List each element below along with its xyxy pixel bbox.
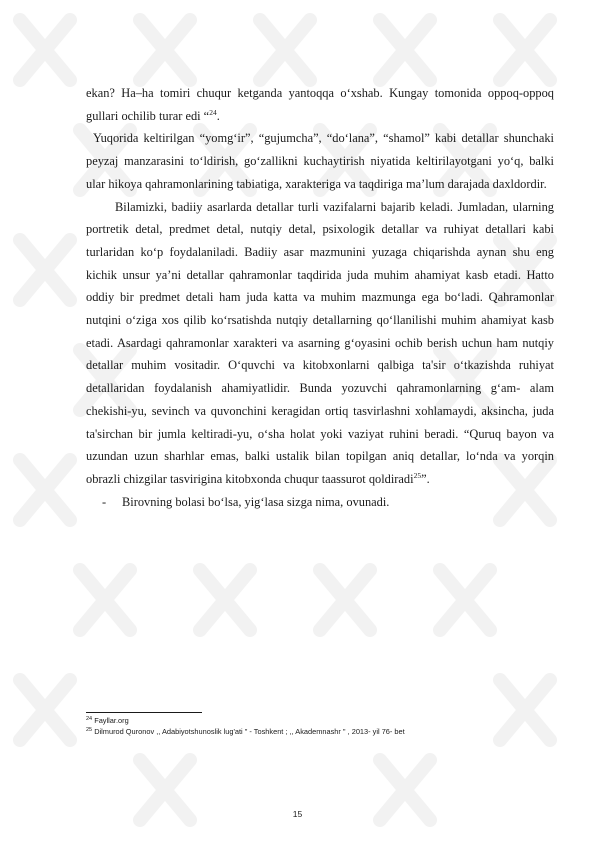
page-number: 15 bbox=[292, 809, 303, 819]
paragraph-1 bbox=[86, 82, 554, 127]
paragraph-3 bbox=[86, 196, 554, 491]
paragraph-3-text: Bilamizki, badiiy asarlarda detallar turli vazifalarni bajarib keladi. Jumladan, ularning portretik detal, predmet detal, nutqiy detal, psixologik detallar va ruhiyat detallari kabi turlaridan ko‘p foydalaniladi. Badiiy asar mazmunini yuzaga chiqarishda aynan shu eng kichik unsur ya’ni detallar qahramonlar taqdirida juda muhim ahamiyat kasb etadi. Hatto oddiy bir predmet detali ham juda katta va muhim mazmunga ega bo‘ladi. Qahramonlar nutqini o‘ziga xos qilib ko‘rsatishda nutqiy detallarning qo‘llanilishi muhim ahamiyat kasb etadi. Asardagi qahramonlar xarakteri va asarning g‘oyasini ochib berish uchun ham nutqiy detallar muhim vositadir. O‘quvchi va kitobxonlarni qalbiga ta'sir o‘tkazishda ruhiyat detallaridan foydalanish ahamiyatlidir. Bunda yozuvchi qahramonlarning g‘am- alam chekishi-yu, sevinch va quvonchini keragidan ortiq tasvirlashni xohlamaydi, aksincha, juda ta'sirchan bir jumla keltiradi-yu, o‘sha holat yoki vaziyat ruhini beradi. “Quruq bayon va uzundan uzun sharhlar emas, balki ustalik bilan topilgan aniq detallar, lo‘nda va yorqin obrazli chizgilar tasvirigina kitobxonda chuqur taassurot qoldiradi bbox=[86, 199, 554, 486]
paragraph-3-tail: ”. bbox=[421, 471, 430, 486]
footnote-separator bbox=[86, 712, 202, 713]
paragraph-1-tail: . bbox=[216, 108, 220, 123]
footnote-24 bbox=[86, 716, 556, 727]
footnote-text: Dilmurod Quronov ,, Adabiyotshunoslik lug'ati " - Toshkent ; ,, Akademnashr " , 2013- yil 76- bet bbox=[94, 726, 405, 736]
footnote-ref-24[interactable]: 24 bbox=[209, 107, 217, 117]
main-text bbox=[86, 82, 554, 513]
footnote-number: 24 bbox=[86, 716, 93, 722]
footnote-ref-25[interactable]: 25 bbox=[413, 470, 422, 480]
footnote-text: Fayllar.org bbox=[94, 716, 129, 725]
list-item-text: Birovning bolasi bo‘lsa, yig‘lasa sizga nima, ovunadi. bbox=[122, 494, 390, 509]
list-item bbox=[86, 491, 554, 514]
footnotes bbox=[86, 716, 556, 737]
list-dash: - bbox=[102, 494, 107, 509]
footnote-25 bbox=[86, 727, 556, 738]
footnote-number: 25 bbox=[86, 726, 93, 733]
paragraph-2: Yuqorida keltirilgan “yomg‘ir”, “gujumcha”, “do‘lana”, “shamol” kabi detallar shunchaki peyzaj manzarasini to‘ldirish, go‘zallikni kuchaytirish niyatida keltirilayotgani yo‘q, balki ular hikoya qahramonlarining tabiatiga, xarakteriga va taqdiriga ma’lum darajada daxldordir. bbox=[86, 131, 554, 191]
paragraph-1-text: ekan? Ha–ha tomiri chuqur ketganda yantoqqa o‘xshab. Kungay tomonida oppoq-oppoq gullari ochilib turar edi “ bbox=[86, 86, 554, 123]
